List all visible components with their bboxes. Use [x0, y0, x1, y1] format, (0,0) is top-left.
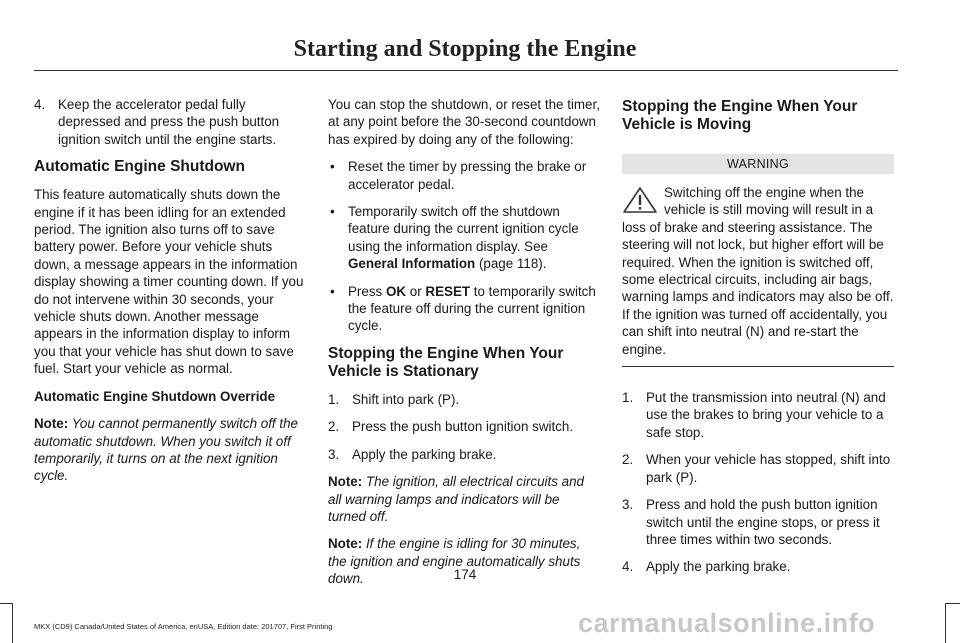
note-text: If the engine is idling for 30 minutes, the ignition and engine automatically shuts down.: [328, 536, 581, 587]
warning-triangle-icon: [622, 186, 658, 214]
list-item: [328, 283, 600, 335]
page-title: Starting and Stopping the Engine: [293, 36, 637, 62]
list-number: 4.: [622, 559, 634, 575]
note-label: Note:: [328, 474, 363, 490]
list-text-part: Press: [348, 283, 386, 299]
note-text: The ignition, all electrical circuits and all warning lamps and indicators will be turned off.: [328, 474, 585, 524]
section-heading: Stopping the Engine When Your Vehicle is Moving: [622, 98, 858, 133]
list-number: 1.: [622, 390, 634, 406]
list-item: [328, 158, 600, 193]
list-text-part: to temporarily switch the feature off during the current ignition cycle.: [348, 283, 596, 334]
list-text: Reset the timer by pressing the brake or accelerator pedal.: [348, 159, 587, 192]
numbered-list: [622, 389, 894, 576]
note-label: Note:: [328, 536, 363, 552]
list-text: Apply the parking brake.: [646, 559, 791, 575]
list-number: 2.: [328, 419, 340, 435]
list-item: [328, 418, 600, 435]
list-text-part: Temporarily switch off the shutdown feature during the current ignition cycle using the information display. See: [348, 204, 579, 254]
list-number: 2.: [622, 452, 634, 468]
subsection-heading: Automatic Engine Shutdown Override: [34, 388, 276, 404]
list-number: 3.: [622, 497, 634, 513]
list-text: When your vehicle has stopped, shift into park (P).: [646, 452, 891, 485]
list-number: 4.: [34, 97, 46, 112]
list-text-part: (page 118).: [475, 256, 547, 272]
list-item: [328, 391, 600, 408]
reset-button-label: RESET: [425, 283, 471, 299]
cross-reference-link[interactable]: General Information: [348, 256, 476, 272]
list-item: [328, 446, 600, 463]
ok-button-label: OK: [385, 283, 407, 299]
list-text: Press and hold the push button ignition switch until the engine stops, or press it three times within two seconds.: [646, 497, 880, 547]
warning-box: [622, 184, 894, 358]
column-left: [34, 96, 306, 495]
bullet: •: [330, 159, 335, 175]
numbered-list: [328, 391, 600, 463]
crop-mark: [945, 603, 946, 643]
list-number: 3.: [328, 446, 340, 462]
paragraph: This feature automatically shuts down the engine if it has been idling for an extended period. The ignition also turns off to save battery power. Before your vehicle shuts down, a message appears in the information display showing a timer counting down. If you do not intervene within 30 seconds, your vehicle shuts down. Another message appears in the information display to inform you that your vehicle has shut down to save fuel. Start your vehicle as normal.: [34, 187, 304, 377]
list-text: Shift into park (P).: [352, 391, 460, 407]
list-item: [328, 203, 600, 273]
column-middle: [328, 96, 600, 598]
list-text: Press the push button ignition switch.: [352, 419, 574, 435]
note: [34, 415, 306, 485]
warning-text: Switching off the engine when the vehicle is still moving will result in a loss of brake and steering assistance. The steering will not lock, but higher effort will be required. When the ignition is switched off, some electrical circuits, including air bags, warning lamps and indicators may also be off. If the ignition was turned off accidentally, you can shift into neutral (N) and re-start the engine.: [622, 185, 894, 357]
paragraph: You can stop the shutdown, or reset the timer, at any point before the 30-second countdown has expired by doing any of the following:: [328, 97, 600, 147]
warning-banner: WARNING: [622, 154, 894, 174]
note: [328, 473, 600, 525]
edition-info: MKX (CD9) Canada/United States of America, enUSA, Edition date: 201707, First Printing: [34, 622, 333, 631]
bullet: •: [330, 283, 335, 299]
crop-mark: [946, 603, 960, 604]
note-label: Note:: [34, 416, 69, 432]
section-heading: Stopping the Engine When Your Vehicle is Stationary: [328, 344, 564, 380]
page-number: 174: [453, 567, 477, 582]
note-text: You cannot permanently switch off the automatic shutdown. When you switch it off temporarily, it turns on at the next ignition cycle.: [34, 416, 298, 484]
watermark: carmanualsonline.info: [578, 608, 876, 638]
column-right: [622, 96, 894, 586]
list-item: [622, 451, 894, 486]
list-text: [348, 283, 600, 335]
section-heading: Automatic Engine Shutdown: [34, 158, 245, 176]
crop-mark: [12, 603, 13, 643]
crop-mark: [0, 603, 12, 604]
header-divider: [34, 70, 898, 71]
list-number: 1.: [328, 391, 340, 407]
list-item: [622, 496, 894, 548]
list-item: [34, 96, 306, 148]
warning-divider: [622, 366, 894, 367]
list-text: Apply the parking brake.: [352, 446, 497, 462]
list-item: [622, 389, 894, 441]
bullet: •: [330, 204, 335, 220]
list-text: [348, 203, 600, 273]
list-text-part: or: [406, 283, 426, 299]
list-text: Keep the accelerator pedal fully depressed and press the push button ignition switch until the engine starts.: [58, 97, 280, 147]
list-text: Put the transmission into neutral (N) and use the brakes to bring your vehicle to a safe stop.: [646, 390, 886, 440]
